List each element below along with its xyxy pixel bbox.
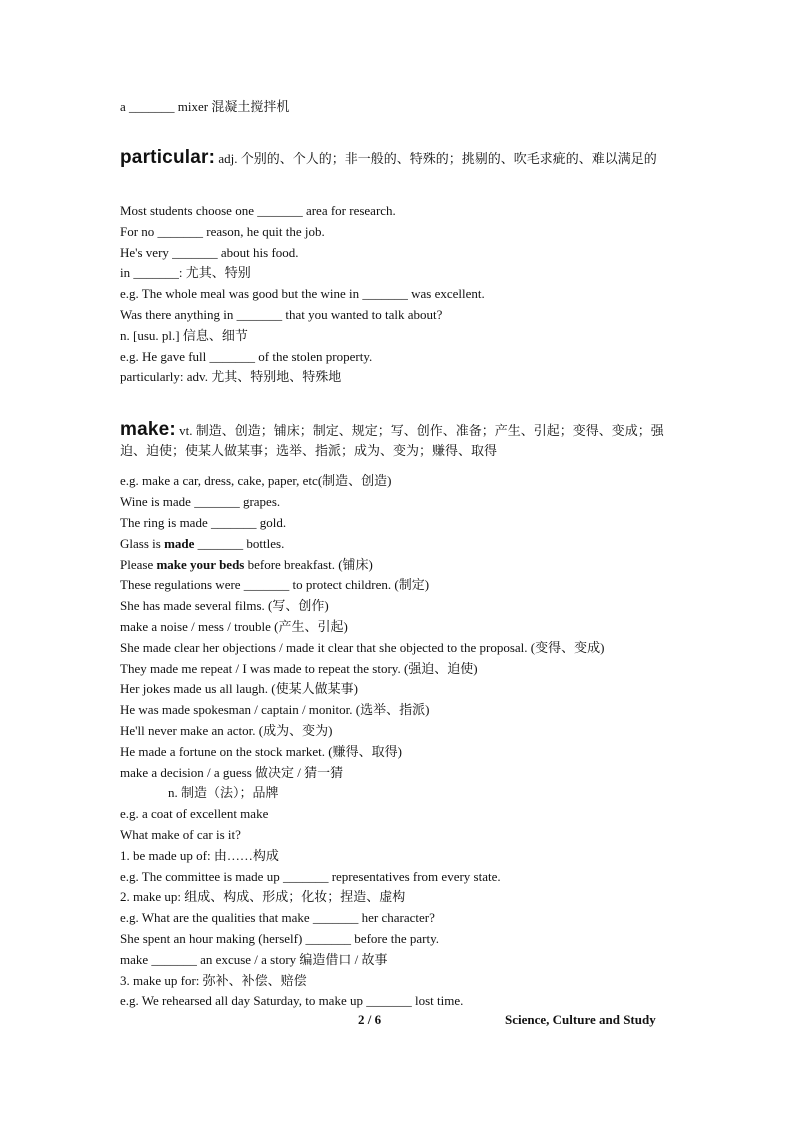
text-line: e.g. He gave full _______ of the stolen property. <box>120 349 373 364</box>
page-footer <box>0 1012 794 1030</box>
text-line: For no _______ reason, he quit the job. <box>120 224 325 239</box>
text-line: e.g. The committee is made up _______ representatives from every state. <box>120 869 501 884</box>
text-segment: _______ bottles. <box>194 536 285 551</box>
text-segment: Glass is <box>120 536 165 551</box>
text-line: make a noise / mess / trouble (产生、引起) <box>120 619 348 634</box>
text-line: e.g. We rehearsed all day Saturday, to make up _______ lost time. <box>120 993 464 1008</box>
text-line: particularly: adv. 尤其、特别地、特殊地 <box>120 369 342 384</box>
headword-make: make: <box>120 419 176 440</box>
text-line: Wine is made _______ grapes. <box>120 494 281 509</box>
text-line: e.g. What are the qualities that make _______ her character? <box>120 910 435 925</box>
bold-text: made <box>164 536 195 551</box>
text-line: He was made spokesman / captain / monitor. (选举、指派) <box>120 702 430 717</box>
text-line: 1. be made up of: 由……构成 <box>120 848 279 863</box>
text-line: 2. make up: 组成、构成、形成；化妆；捏造、虚构 <box>120 889 406 904</box>
text-line: They made me repeat / I was made to repeat the story. (强迫、迫使) <box>120 661 478 676</box>
text-line <box>120 557 704 573</box>
text-line <box>120 536 704 552</box>
definition-particular: adj. 个别的、个人的；非一般的、特殊的；挑剔的、吹毛求疵的、难以满足的 <box>218 151 657 166</box>
text-segment: Please <box>120 557 157 572</box>
text-line: e.g. a coat of excellent make <box>120 806 269 821</box>
text-line: He's very _______ about his food. <box>120 245 299 260</box>
text-line: He made a fortune on the stock market. (赚得、取得) <box>120 744 402 759</box>
text-line: She has made several films. (写、创作) <box>120 598 329 613</box>
entry-particular-heading <box>120 148 680 169</box>
bold-text: make your beds <box>156 557 245 572</box>
text-line: She made clear her objections / made it clear that she objected to the proposal. (变得、变成) <box>120 640 605 655</box>
text-line: What make of car is it? <box>120 827 241 842</box>
text-segment: before breakfast. (铺床) <box>244 557 373 572</box>
text-line: make _______ an excuse / a story 编造借口 / 故事 <box>120 952 388 967</box>
text-line: in _______: 尤其、特别 <box>120 265 251 280</box>
text-line: 3. make up for: 弥补、补偿、赔偿 <box>120 973 307 988</box>
text-line: Most students choose one _______ area for research. <box>120 203 396 218</box>
text-line: Her jokes made us all laugh. (使某人做某事) <box>120 681 358 696</box>
headword-particular: particular: <box>120 147 216 168</box>
page-number: 2 / 6 <box>358 1012 382 1027</box>
text-line: e.g. make a car, dress, cake, paper, etc(制造、创造) <box>120 473 392 488</box>
text-line: She spent an hour making (herself) _______ before the party. <box>120 931 440 946</box>
text-line: These regulations were _______ to protect children. (制定) <box>120 577 430 592</box>
footer-title: Science, Culture and Study <box>505 1012 656 1027</box>
text-line: Was there anything in _______ that you wanted to talk about? <box>120 307 443 322</box>
text-line: e.g. The whole meal was good but the wine in _______ was excellent. <box>120 286 485 301</box>
definition-make: vt. 制造、创造；铺床；制定、规定；写、创作、准备；产生、引起；变得、变成；强迫、迫使；使某人做某事；选举、指派；成为、变为；赚得、取得 <box>120 423 664 458</box>
text-line: make a decision / a guess 做决定 / 猜一猜 <box>120 765 344 780</box>
text-line: n. [usu. pl.] 信息、细节 <box>120 328 248 343</box>
text-line: a _______ mixer 混凝土搅拌机 <box>120 99 290 114</box>
entry-make-heading <box>120 420 680 461</box>
text-line: The ring is made _______ gold. <box>120 515 287 530</box>
text-line: n. 制造（法）；品牌 <box>168 785 279 800</box>
text-line: He'll never make an actor. (成为、变为) <box>120 723 333 738</box>
